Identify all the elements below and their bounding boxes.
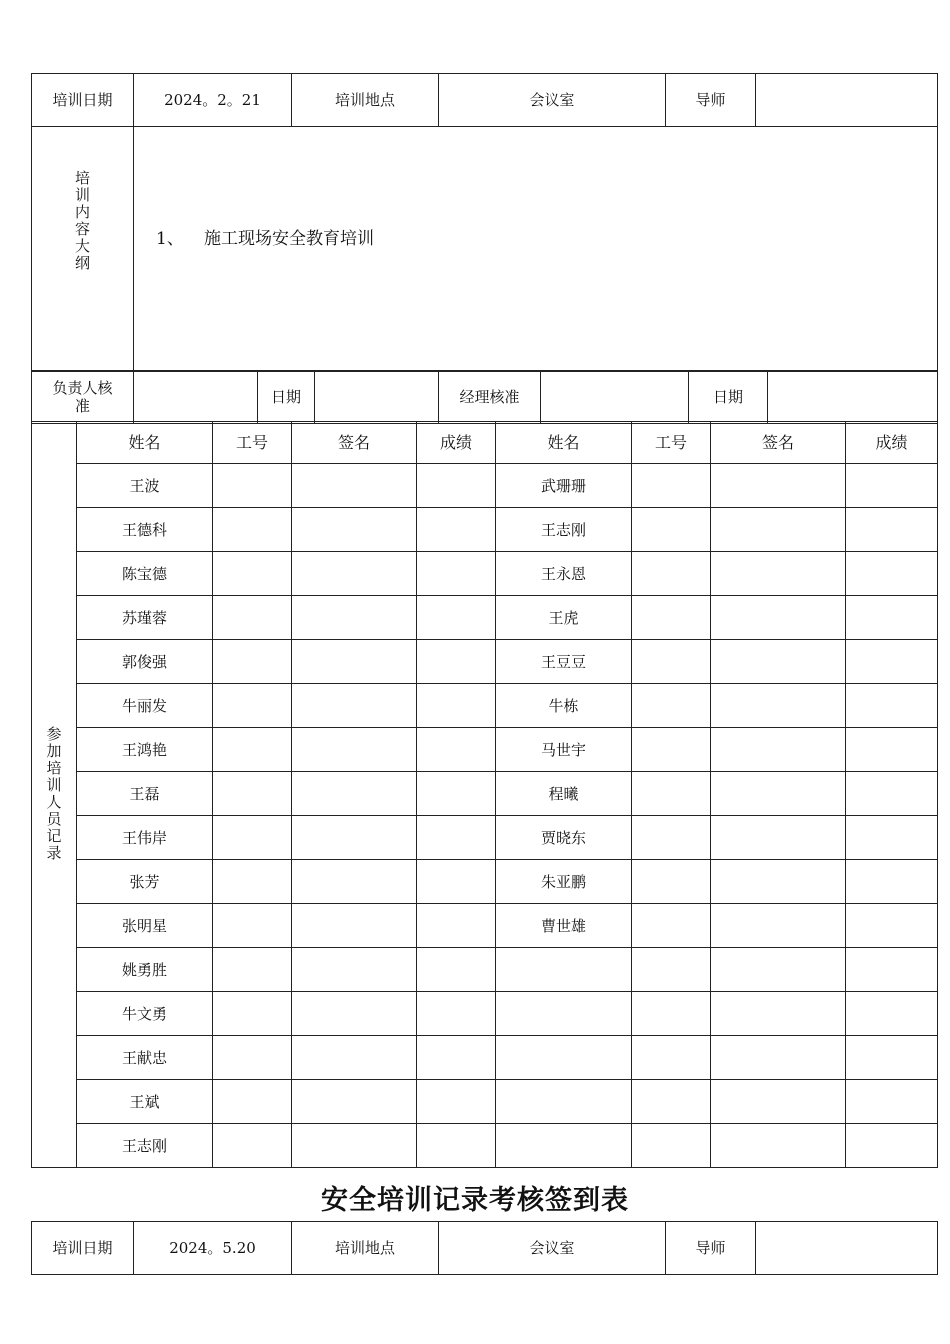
approval-date-label: 日期 <box>258 371 315 424</box>
attendee-sign-field[interactable] <box>711 816 846 860</box>
attendee-score-field[interactable] <box>846 508 938 552</box>
attendee-sign-field[interactable] <box>711 860 846 904</box>
attendee-id-field[interactable] <box>632 992 711 1036</box>
attendee-sign-field[interactable] <box>292 684 417 728</box>
table-row <box>32 860 938 904</box>
attendee-sign-field[interactable] <box>711 772 846 816</box>
training-location-value: 会议室 <box>439 74 666 127</box>
tutor-value-field[interactable] <box>756 1222 938 1275</box>
attendee-score-field[interactable] <box>417 552 496 596</box>
attendee-name: 郭俊强 <box>77 640 213 684</box>
attendee-score-field[interactable] <box>846 992 938 1036</box>
attendee-name: 陈宝德 <box>77 552 213 596</box>
attendee-name: 王德科 <box>77 508 213 552</box>
attendee-sign-field[interactable] <box>292 816 417 860</box>
attendee-sign-field[interactable] <box>711 640 846 684</box>
attendee-sign-field[interactable] <box>292 464 417 508</box>
responsible-approval-field[interactable] <box>134 371 258 424</box>
attendee-score-field[interactable] <box>846 860 938 904</box>
attendee-score-field[interactable] <box>417 508 496 552</box>
attendee-score-field[interactable] <box>846 772 938 816</box>
attendee-score-field[interactable] <box>417 816 496 860</box>
attendee-name: 张明星 <box>77 904 213 948</box>
attendee-score-field[interactable] <box>846 1080 938 1124</box>
manager-approval-label: 经理核准 <box>439 371 541 424</box>
attendee-id-field[interactable] <box>213 860 292 904</box>
attendee-id-field[interactable] <box>632 552 711 596</box>
attendee-name: 张芳 <box>77 860 213 904</box>
attendee-sign-field[interactable] <box>292 992 417 1036</box>
attendee-id-field[interactable] <box>213 992 292 1036</box>
attendee-score-field[interactable] <box>846 684 938 728</box>
table-row <box>32 508 938 552</box>
attendee-id-field[interactable] <box>213 1080 292 1124</box>
tutor-value-field[interactable] <box>756 74 938 127</box>
attendee-name <box>496 992 632 1036</box>
attendee-sign-field[interactable] <box>711 508 846 552</box>
attendee-sign-field[interactable] <box>711 992 846 1036</box>
attendee-sign-field[interactable] <box>711 684 846 728</box>
attendee-sign-field[interactable] <box>292 728 417 772</box>
attendee-sign-field[interactable] <box>711 904 846 948</box>
attendee-id-field[interactable] <box>213 552 292 596</box>
column-header-name: 姓名 <box>496 422 632 464</box>
training-date-label: 培训日期 <box>32 1222 134 1275</box>
column-header-score: 成绩 <box>846 422 938 464</box>
attendee-score-field[interactable] <box>846 728 938 772</box>
attendee-name: 王志刚 <box>496 508 632 552</box>
attendee-sign-field[interactable] <box>711 1080 846 1124</box>
attendee-score-field[interactable] <box>417 992 496 1036</box>
table-row <box>32 640 938 684</box>
attendee-name: 贾晓东 <box>496 816 632 860</box>
attendee-id-field[interactable] <box>632 1080 711 1124</box>
attendee-id-field[interactable] <box>632 904 711 948</box>
attendee-id-field[interactable] <box>213 464 292 508</box>
attendee-sign-field[interactable] <box>711 596 846 640</box>
outline-content <box>134 127 938 372</box>
approval-date-field[interactable] <box>315 371 439 424</box>
table-row <box>32 684 938 728</box>
table-row <box>32 948 938 992</box>
table-row <box>32 1124 938 1168</box>
attendee-sign-field[interactable] <box>292 1080 417 1124</box>
responsible-approval-label: 负责人核准 <box>32 371 134 424</box>
attendee-name: 牛文勇 <box>77 992 213 1036</box>
training-date-value: 2024。2。21 <box>134 74 292 127</box>
attendee-score-field[interactable] <box>846 904 938 948</box>
attendee-id-field[interactable] <box>213 816 292 860</box>
attendee-sign-field[interactable] <box>292 552 417 596</box>
attendee-score-field[interactable] <box>846 552 938 596</box>
table-row <box>32 1080 938 1124</box>
attendee-sign-field[interactable] <box>711 464 846 508</box>
outline-table <box>31 126 938 372</box>
tutor-label: 导师 <box>666 1222 756 1275</box>
attendee-name: 朱亚鹏 <box>496 860 632 904</box>
attendee-score-field[interactable] <box>417 1036 496 1080</box>
attendee-name <box>496 1124 632 1168</box>
attendee-score-field[interactable] <box>846 1036 938 1080</box>
attendee-id-field[interactable] <box>213 948 292 992</box>
attendee-name: 曹世雄 <box>496 904 632 948</box>
attendee-score-field[interactable] <box>417 772 496 816</box>
attendee-sign-field[interactable] <box>292 904 417 948</box>
column-header-score: 成绩 <box>417 422 496 464</box>
attendee-name: 王虎 <box>496 596 632 640</box>
attendee-name: 王豆豆 <box>496 640 632 684</box>
attendee-sign-field[interactable] <box>711 1124 846 1168</box>
manager-date-field[interactable] <box>768 371 938 424</box>
table-row <box>32 596 938 640</box>
attendee-sign-field[interactable] <box>292 1036 417 1080</box>
manager-approval-field[interactable] <box>541 371 689 424</box>
attendee-id-field[interactable] <box>632 728 711 772</box>
attendee-id-field[interactable] <box>213 1036 292 1080</box>
attendee-id-field[interactable] <box>632 860 711 904</box>
attendee-id-field[interactable] <box>213 772 292 816</box>
attendee-name: 马世宇 <box>496 728 632 772</box>
attendee-name: 王伟岸 <box>77 816 213 860</box>
attendee-name: 牛栋 <box>496 684 632 728</box>
record2-header-table <box>31 1221 938 1275</box>
approval-table <box>31 370 938 424</box>
attendee-name: 姚勇胜 <box>77 948 213 992</box>
attendee-name <box>496 948 632 992</box>
attendee-sign-field[interactable] <box>711 552 846 596</box>
attendee-id-field[interactable] <box>213 728 292 772</box>
attendee-id-field[interactable] <box>632 640 711 684</box>
training-location-label: 培训地点 <box>292 1222 439 1275</box>
attendee-score-field[interactable] <box>846 1124 938 1168</box>
training-location-value: 会议室 <box>439 1222 666 1275</box>
attendee-score-field[interactable] <box>417 1124 496 1168</box>
outline-item-number: 1、 <box>156 229 184 249</box>
column-header-sign: 签名 <box>711 422 846 464</box>
attendee-id-field[interactable] <box>213 508 292 552</box>
attendee-score-field[interactable] <box>846 640 938 684</box>
attendee-id-field[interactable] <box>213 684 292 728</box>
attendee-score-field[interactable] <box>846 464 938 508</box>
column-header-id: 工号 <box>213 422 292 464</box>
tutor-label: 导师 <box>666 74 756 127</box>
attendee-id-field[interactable] <box>213 904 292 948</box>
training-location-label: 培训地点 <box>292 74 439 127</box>
table-row <box>32 772 938 816</box>
attendee-sign-field[interactable] <box>711 728 846 772</box>
attendee-score-field[interactable] <box>417 596 496 640</box>
attendee-id-field[interactable] <box>213 640 292 684</box>
attendee-id-field[interactable] <box>213 1124 292 1168</box>
attendee-score-field[interactable] <box>417 640 496 684</box>
attendee-id-field[interactable] <box>632 1124 711 1168</box>
attendee-name: 苏瑾蓉 <box>77 596 213 640</box>
table-row <box>32 552 938 596</box>
table-row <box>32 1036 938 1080</box>
attendee-name: 程曦 <box>496 772 632 816</box>
table-row <box>32 728 938 772</box>
attendee-sign-field[interactable] <box>711 1036 846 1080</box>
attendee-sign-field[interactable] <box>292 640 417 684</box>
attendee-score-field[interactable] <box>417 1080 496 1124</box>
attendee-score-field[interactable] <box>846 816 938 860</box>
attendee-sign-field[interactable] <box>292 508 417 552</box>
attendee-name: 王志刚 <box>77 1124 213 1168</box>
attendee-id-field[interactable] <box>632 816 711 860</box>
attendee-score-field[interactable] <box>417 728 496 772</box>
table-row <box>32 464 938 508</box>
table-row <box>32 816 938 860</box>
outline-item-text: 施工现场安全教育培训 <box>204 229 374 249</box>
attendee-id-field[interactable] <box>632 948 711 992</box>
attendee-sign-field[interactable] <box>711 948 846 992</box>
page-title: 安全培训记录考核签到表 <box>321 1185 629 1216</box>
attendee-name: 牛丽发 <box>77 684 213 728</box>
attendee-sign-field[interactable] <box>292 596 417 640</box>
record1-header-table <box>31 73 938 127</box>
attendee-sign-field[interactable] <box>292 1124 417 1168</box>
attendee-name: 王献忠 <box>77 1036 213 1080</box>
column-header-id: 工号 <box>632 422 711 464</box>
attendee-score-field[interactable] <box>417 684 496 728</box>
attendee-score-field[interactable] <box>417 948 496 992</box>
attendee-roster-table <box>31 421 938 1168</box>
training-date-value: 2024。5.20 <box>134 1222 292 1275</box>
attendee-id-field[interactable] <box>213 596 292 640</box>
attendees-label-cell <box>32 422 77 1168</box>
attendee-id-field[interactable] <box>632 596 711 640</box>
table-row <box>32 992 938 1036</box>
outline-label-cell <box>32 127 134 372</box>
outline-label: 培训内容大纲 <box>74 169 90 272</box>
column-header-name: 姓名 <box>77 422 213 464</box>
column-header-sign: 签名 <box>292 422 417 464</box>
attendee-name: 王斌 <box>77 1080 213 1124</box>
attendee-name: 王波 <box>77 464 213 508</box>
attendee-name <box>496 1080 632 1124</box>
table-row <box>32 904 938 948</box>
attendee-score-field[interactable] <box>846 596 938 640</box>
attendee-id-field[interactable] <box>632 508 711 552</box>
attendee-id-field[interactable] <box>632 684 711 728</box>
attendee-score-field[interactable] <box>846 948 938 992</box>
attendee-score-field[interactable] <box>417 904 496 948</box>
attendee-name <box>496 1036 632 1080</box>
manager-date-label: 日期 <box>689 371 768 424</box>
attendee-name: 王磊 <box>77 772 213 816</box>
attendee-name: 武珊珊 <box>496 464 632 508</box>
attendee-sign-field[interactable] <box>292 860 417 904</box>
attendee-id-field[interactable] <box>632 1036 711 1080</box>
attendee-name: 王永恩 <box>496 552 632 596</box>
attendee-name: 王鸿艳 <box>77 728 213 772</box>
attendee-score-field[interactable] <box>417 860 496 904</box>
attendees-label: 参加培训人员记录 <box>46 725 62 863</box>
attendee-id-field[interactable] <box>632 464 711 508</box>
attendee-sign-field[interactable] <box>292 948 417 992</box>
training-date-label: 培训日期 <box>32 74 134 127</box>
attendee-id-field[interactable] <box>632 772 711 816</box>
attendee-score-field[interactable] <box>417 464 496 508</box>
attendee-sign-field[interactable] <box>292 772 417 816</box>
